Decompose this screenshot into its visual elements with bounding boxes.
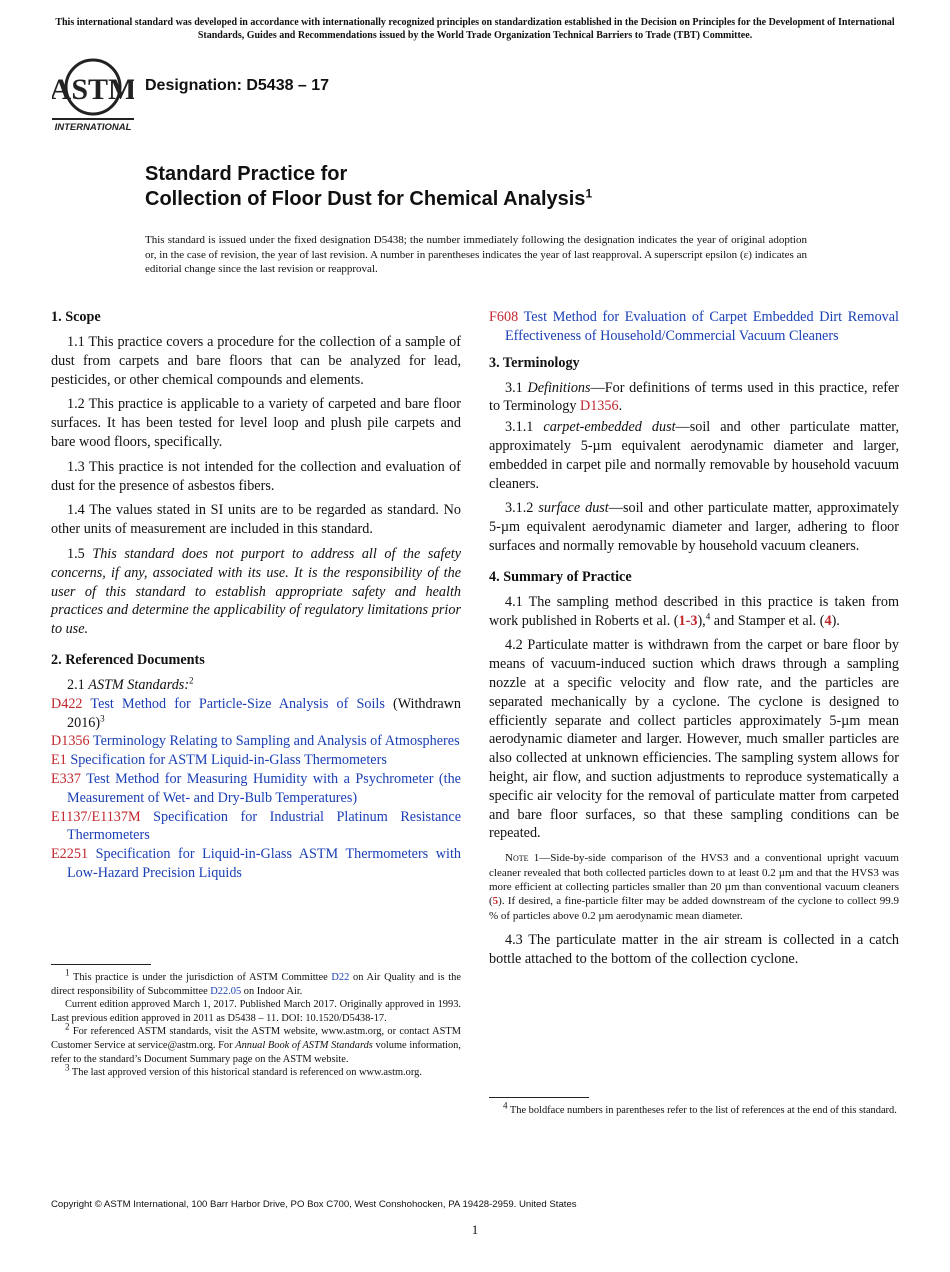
scope-1-1: 1.1 This practice covers a procedure for the collection of a sample of dust from carpets and bare floors that can be analyzed for lead, pesticides, or other chemical compounds and elements.	[51, 334, 461, 388]
ref-item[interactable]: E337 Test Method for Measuring Humidity with a Psychrometer (the Measurement of Wet- and Dry-Bulb Temperatures)	[51, 770, 461, 806]
footnotes-left	[51, 967, 461, 1080]
summary-4-1: 4.1 The sampling method described in this practice is taken from work published in Roberts et al. (1-3),$^4$ and Stamper et al. (4).	[489, 593, 899, 629]
left-column	[51, 308, 461, 883]
footnotes-right	[489, 1100, 899, 1118]
document-title	[145, 162, 592, 212]
top-note: This international standard was developed in accordance with internationally recognized principles on standardization established in the Decision on Principles for the Development of International Standards, Guides and Recommendations issued by the World Trade Organization Technical Barriers to Trade (TBT) Committee.	[55, 17, 895, 41]
note-1: Note 1—Side-by-side comparison of the HVS3 and a conventional upright vacuum cleaner revealed that both collected particles down to at least 0.2 µm and that the HVS3 was more efficient at collecting particles smaller than 20 µm than conventional vacuum cleaners (5). If desired, a fine-particle filter may be added downstream of the cyclone to collect 99.9 % of particles above 0.2 µm aerodynamic mean diameter.	[489, 852, 899, 922]
ref-item[interactable]: F608 Test Method for Evaluation of Carpet Embedded Dirt Removal Effectiveness of Household/Commercial Vacuum Cleaners	[489, 309, 899, 344]
footnote-4: $^4$ The boldface numbers in parentheses refer to the list of references at the end of this standard.	[503, 1100, 897, 1116]
astm-logo-graphic	[52, 55, 134, 133]
footnote-2: $^2$ For referenced ASTM standards, visit the ASTM website, www.astm.org, or contact ASTM Customer Service at service@astm.org. For Annual Book of ASTM Standards volume information, refer to the standard’s Document Summary page on the ASTM website.	[51, 1021, 461, 1065]
section-refdocs-heading: 2. Referenced Documents	[51, 651, 205, 668]
footnote-1: $^1$ This practice is under the jurisdiction of ASTM Committee D22 on Air Quality and is the direct responsibility of Subcommittee D22.05 on Indoor Air.	[51, 967, 461, 997]
footnote-1-edition: Current edition approved March 1, 2017. Published March 2017. Originally approved in 1993. Last previous edition approved in 2011 as D5438 – 11. DOI: 10.1520/D5438-17.	[51, 999, 461, 1024]
astm-logo	[52, 55, 134, 133]
citation-link[interactable]: 1-3	[678, 612, 698, 629]
section-scope-heading: 1. Scope	[51, 309, 101, 325]
scope-1-4: 1.4 The values stated in SI units are to be regarded as standard. No other units of measurement are included in this standard.	[51, 502, 461, 538]
refdocs-intro: 2.1 ASTM Standards:$^2$	[67, 675, 194, 693]
terminology-3-1: 3.1 Definitions—For definitions of terms used in this practice, refer to Terminology D1356.	[489, 379, 900, 415]
section-terminology-heading: 3. Terminology	[489, 354, 580, 371]
scope-1-2: 1.2 This practice is applicable to a variety of carpeted and bare floor surfaces. It has been tested for level loop and plush pile carpets and bare wood floors, specifically.	[51, 396, 461, 450]
committee-link[interactable]: D22	[331, 972, 350, 983]
terminology-3-1-1: 3.1.1 carpet-embedded dust—soil and other particulate matter, approximately 5-µm equivalent aerodynamic diameter and larger, embedded in carpet pile and normally removable by household vacuum cleaners.	[489, 419, 900, 492]
terminology-link[interactable]: D1356	[579, 398, 619, 415]
scope-1-5: 1.5 This standard does not purport to address all of the safety concerns, if any, associated with its use. It is the responsibility of the user of this standard to establish appropriate safety and health practices and determine the applicability of regulatory limitations prior to use.	[51, 545, 461, 638]
citation-link[interactable]: 5	[492, 895, 499, 908]
page-number: 1	[471, 1222, 479, 1237]
footnote-rule-right	[489, 1097, 589, 1098]
designation: Designation: D5438 – 17	[145, 77, 330, 94]
copyright-line: Copyright © ASTM International, 100 Barr Harbor Drive, PO Box C700, West Conshohocken, PA 19428-2959. United States	[51, 1199, 577, 1210]
subcommittee-link[interactable]: D22.05	[210, 985, 242, 997]
summary-4-2: 4.2 Particulate matter is withdrawn from the carpet or bare floor by means of vacuum-induced suction which draws through a sampling nozzle at a specific velocity and flow rate, and the particles are separated mechanically by a cyclone. The cyclone is designed to efficiently separate and collect particles approximately 5-µm mean aerodynamic diameter and larger. However, much smaller particles are also collected at unknown efficiencies. The sampling system allows for height, air flow, and suction adjustments to reproduce systematically a specific air velocity for the removal of particulate matter from carpeted and bare floor surfaces, so that these sampling conditions can be repeated.	[489, 637, 899, 842]
ref-item[interactable]: E2251 Specification for Liquid-in-Glass ASTM Thermometers with Low-Hazard Precision Liquids	[51, 846, 461, 881]
ref-item[interactable]: D422 Test Method for Particle-Size Analysis of Soils (Withdrawn 2016)$^3$	[51, 695, 461, 731]
section-summary-heading: 4. Summary of Practice	[489, 568, 632, 585]
title-line-2: Collection of Floor Dust for Chemical Analysis$^1$	[145, 186, 593, 210]
logo-letters: ASTM	[52, 73, 134, 106]
issued-statement: This standard is issued under the fixed designation D5438; the number immediately following the designation indicates the year of original adoption or, in the case of revision, the year of last revision. A number in parentheses indicates the year of last reapproval. A superscript epsilon (ε) indicates an editorial change since the last revision or reapproval.	[145, 234, 807, 276]
citation-link[interactable]: 4	[824, 612, 832, 629]
footnote-rule-left	[51, 964, 151, 965]
ref-item[interactable]: E1137/E1137M Specification for Industrial Platinum Resistance Thermometers	[51, 808, 461, 844]
summary-4-3: 4.3 The particulate matter in the air stream is collected in a catch bottle attached to the bottom of the collection cyclone.	[489, 932, 899, 967]
ref-item[interactable]: E1 Specification for ASTM Liquid-in-Glass Thermometers	[51, 752, 387, 769]
footnote-3: $^3$ The last approved version of this historical standard is referenced on www.astm.org.	[65, 1062, 422, 1079]
scope-1-3: 1.3 This practice is not intended for the collection and evaluation of dust for the presence of asbestos fibers.	[51, 458, 461, 494]
title-footnote-ref[interactable]: 1	[585, 186, 593, 201]
ref-item[interactable]: D1356 Terminology Relating to Sampling and Analysis of Atmospheres	[51, 733, 460, 750]
logo-word: INTERNATIONAL	[54, 122, 132, 133]
terminology-3-1-2: 3.1.2 surface dust—soil and other particulate matter, approximately 5-µm equivalent aerodynamic diameter and larger, adhering to floor surfaces and normally removable by household vacuum cleaners.	[489, 500, 900, 554]
right-column	[489, 308, 899, 969]
title-line-1: Standard Practice for	[145, 163, 348, 185]
